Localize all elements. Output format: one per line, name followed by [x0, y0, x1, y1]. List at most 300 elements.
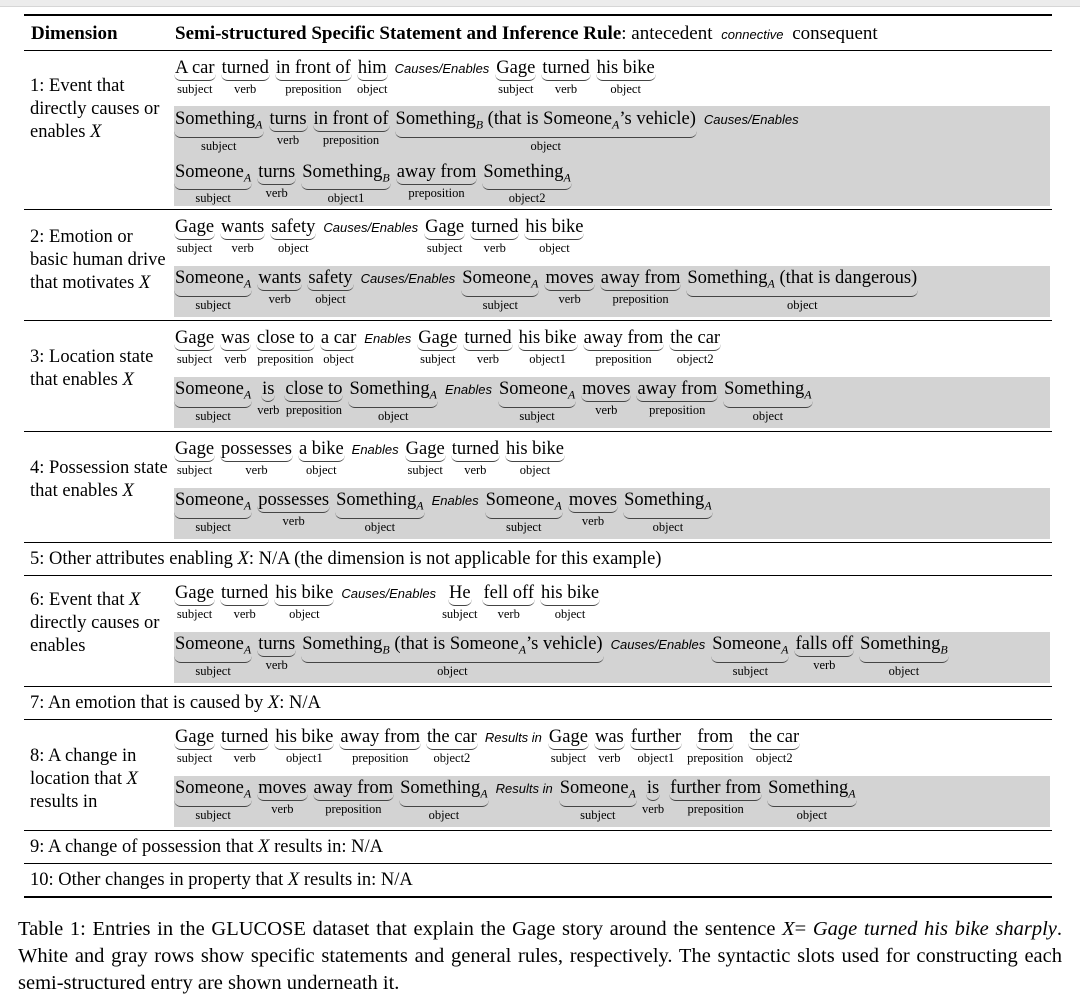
slot-role-label: object: [315, 292, 346, 306]
slot: [174, 378, 252, 423]
slot-words: turned: [463, 327, 512, 351]
slot: [174, 57, 216, 96]
header-antecedent: antecedent: [631, 23, 713, 44]
slot-words: turns: [257, 633, 296, 657]
slot-words: possesses: [220, 438, 293, 462]
slot-words: Something$_A$: [723, 378, 813, 408]
dimension-label: 9: A change of possession that X results in: N/A: [30, 837, 384, 857]
slot: [482, 582, 535, 621]
slot-role-label: subject: [176, 352, 213, 366]
slot-role-label: verb: [813, 658, 836, 672]
slot-role-label: object1: [285, 751, 323, 765]
slot-subscript: A: [804, 387, 812, 402]
slot: [220, 216, 265, 255]
slot-subscript: A: [848, 786, 856, 801]
slot-role-label: object: [554, 607, 586, 621]
slot-role-label: object2: [676, 352, 714, 366]
slot-words: in front of: [313, 108, 390, 132]
slot: [748, 726, 800, 765]
slot: [269, 108, 308, 147]
slot-words: away from: [396, 161, 478, 185]
slot-role-label: object: [787, 297, 818, 312]
slot-subscript: B: [475, 117, 484, 132]
slot-role-label: preposition: [649, 403, 706, 417]
general-rule: [174, 106, 1050, 206]
slot: [559, 777, 637, 822]
slot: [174, 161, 252, 206]
general-rule: [174, 488, 1050, 539]
slot: [451, 438, 500, 477]
general-rule: [174, 266, 1050, 317]
slot: [485, 489, 563, 534]
slot-role-label: subject: [177, 82, 213, 96]
specific-statement: [174, 57, 1050, 96]
slot-role-label: verb: [581, 514, 605, 528]
connective-word: Causes/Enables: [394, 61, 490, 76]
slot-words: was: [594, 726, 625, 750]
dimension-label: 7: An emotion that is caused by X: N/A: [30, 693, 321, 713]
slot-words: safety: [270, 216, 316, 240]
header-main: [175, 23, 878, 45]
slot: [544, 267, 594, 306]
slot: [636, 378, 718, 417]
slot-role-label: object: [888, 663, 920, 678]
slot-role-label: verb: [497, 607, 520, 621]
connective-word: Causes/Enables: [703, 112, 799, 127]
slot-words: Gage: [174, 438, 215, 462]
slot-words: further from: [669, 777, 762, 801]
slot-words: his bike: [596, 57, 656, 81]
header-main-bold: Semi-structured Specific Statement and Inference Rule: [175, 23, 622, 44]
header-colon: :: [621, 23, 627, 44]
slot: [568, 489, 618, 528]
slot-role-label: verb: [598, 751, 621, 765]
slot-subscript: A: [243, 387, 252, 402]
slot-words: turns: [269, 108, 308, 132]
slot: [313, 777, 395, 816]
table-bottom-rule: [24, 896, 1052, 898]
slot: [275, 57, 352, 96]
slot: [357, 57, 388, 96]
slot-role-label: verb: [233, 751, 256, 765]
slot-words: Something$_A$: [767, 777, 857, 807]
specific-statement: [174, 327, 1050, 366]
slot-words: Gage: [424, 216, 465, 240]
slot-role-label: verb: [265, 185, 288, 200]
slot: [686, 267, 918, 312]
slot: [348, 378, 438, 423]
slot-words: fell off: [482, 582, 535, 606]
slot-role-label: object: [377, 408, 409, 423]
slot-role-label: object1: [637, 751, 675, 765]
slot-role-label: object: [306, 463, 337, 477]
table-caption: Table 1: Entries in the GLUCOSE dataset that explain the Gage story around the sentence X= Gage turned his bike sharply. White and gray rows show specific statements and general rules, respectively. The syntactic slots used for constructing each semi-structured entry are shown underneath it.: [18, 918, 1062, 994]
sentence-line: [174, 582, 1050, 621]
slot-words: away from: [313, 777, 395, 801]
slot: [495, 57, 536, 96]
slot-role-label: verb: [271, 802, 294, 816]
slot: [596, 57, 656, 96]
slot-subscript: A: [429, 387, 437, 402]
specific-statement: [174, 726, 1050, 765]
slot-words: Someone$_A$: [461, 267, 539, 297]
slot: [470, 216, 519, 255]
slot-role-label: object1: [327, 191, 365, 206]
slot-words: Someone$_A$: [174, 267, 252, 297]
slot-role-label: subject: [195, 408, 231, 423]
slot-words: Something$_B$: [859, 633, 949, 663]
slot-role-label: object: [539, 241, 570, 255]
slot-role-label: subject: [195, 191, 231, 206]
slot: [642, 777, 664, 816]
slot-role-label: verb: [245, 463, 268, 477]
slot: [426, 726, 478, 765]
slot-role-label: subject: [201, 138, 237, 153]
sentence-line: [174, 327, 1050, 366]
connective-word: Enables: [364, 331, 412, 346]
sentence-line: [174, 726, 1050, 765]
slot-words: moves: [544, 267, 594, 291]
slot-role-label: subject: [195, 807, 231, 822]
slot-subscript: A: [518, 642, 527, 657]
slot: [313, 108, 390, 147]
slot-words: Something$_A$ (that is dangerous): [686, 267, 918, 297]
table-row: [24, 432, 1052, 542]
table-row: [24, 720, 1052, 830]
slot-subscript: A: [628, 786, 636, 801]
slot-words: moves: [581, 378, 631, 402]
slot-words: Something$_A$: [623, 489, 713, 519]
connective-word: Results in: [484, 730, 542, 745]
slot-words: moves: [568, 489, 618, 513]
slot-subscript: A: [781, 642, 789, 657]
slot-words: falls off: [794, 633, 854, 657]
header-dimension: Dimension: [31, 23, 118, 44]
slot-role-label: subject: [176, 607, 213, 621]
table-row: [24, 210, 1052, 320]
slot-role-label: verb: [476, 352, 500, 366]
sentence-line: [174, 216, 1050, 255]
slot-role-label: object: [278, 241, 309, 255]
slot-words: Someone$_A$: [174, 161, 252, 191]
slot-words: Gage: [174, 582, 215, 606]
slot-role-label: subject: [407, 463, 443, 477]
slot-words: his bike: [540, 582, 600, 606]
slot-role-label: subject: [195, 663, 231, 678]
slot: [174, 633, 252, 678]
slot-role-label: subject: [195, 519, 231, 534]
slot-role-label: verb: [558, 292, 581, 306]
slot-words: is: [261, 378, 275, 402]
slot-words: Someone$_A$: [485, 489, 563, 519]
slot: [257, 378, 279, 417]
slot-words: his bike: [505, 438, 565, 462]
slot-role-label: object: [428, 807, 460, 822]
connective-word: Causes/Enables: [610, 637, 706, 652]
slot-words: turned: [221, 57, 270, 81]
slot-subscript: A: [767, 276, 775, 291]
slot: [518, 327, 578, 366]
dimension-label: 3: Location state that enables X: [30, 347, 154, 390]
slot-words: away from: [339, 726, 421, 750]
slot-subscript: A: [416, 498, 424, 513]
slot: [257, 489, 330, 528]
slot-role-label: object: [652, 519, 684, 534]
slot-subscript: B: [382, 170, 390, 185]
slot-subscript: A: [243, 786, 252, 801]
slot-words: safety: [307, 267, 353, 291]
connective-word: Enables: [431, 493, 479, 508]
sentence-line: [174, 57, 1050, 96]
slot: [594, 726, 625, 765]
slot-words: He: [448, 582, 472, 606]
slot: [859, 633, 949, 678]
slot: [583, 327, 665, 366]
slot-role-label: verb: [464, 463, 487, 477]
dimension-label: 1: Event that directly causes or enables X: [30, 76, 160, 142]
slot-words: away from: [636, 378, 718, 402]
slot-role-label: object2: [508, 191, 546, 206]
sentence-line: [174, 108, 1050, 153]
dimension-label: 10: Other changes in property that X results in: N/A: [30, 870, 413, 890]
slot: [505, 438, 565, 477]
general-rule: [174, 377, 1050, 428]
slot-subscript: B: [382, 642, 390, 657]
slot-role-label: object2: [433, 751, 471, 765]
sentence-line: [174, 777, 1050, 822]
slot-subscript: A: [243, 170, 252, 185]
slot: [174, 438, 215, 477]
sentence-line: [174, 438, 1050, 477]
slot-role-label: verb: [234, 82, 257, 96]
slot-words: moves: [257, 777, 307, 801]
slot: [256, 327, 315, 366]
slot: [669, 777, 762, 816]
slot: [335, 489, 425, 534]
slot-words: possesses: [257, 489, 330, 513]
slot-words: Someone$_A$: [559, 777, 637, 807]
slot-role-label: verb: [268, 292, 291, 306]
slot: [424, 216, 465, 255]
slot-role-label: object: [356, 82, 388, 96]
sentence-line: [174, 633, 1050, 678]
slot-words: Gage: [174, 327, 215, 351]
slot-role-label: subject: [176, 751, 213, 765]
slot-words: further: [630, 726, 682, 750]
slot: [711, 633, 789, 678]
slot: [307, 267, 353, 306]
slot-words: a car: [320, 327, 357, 351]
slot-words: the car: [426, 726, 478, 750]
slot-subscript: A: [243, 498, 252, 513]
slot: [723, 378, 813, 423]
slot-role-label: object2: [755, 751, 793, 765]
slot-words: Someone$_A$: [498, 378, 576, 408]
slot-role-label: preposition: [325, 802, 382, 816]
general-rule: [174, 776, 1050, 827]
slot-role-label: object: [289, 607, 320, 621]
slot-role-label: verb: [276, 133, 300, 147]
table-row-na: [24, 543, 1052, 575]
table-row-na: [24, 831, 1052, 863]
slot: [284, 378, 343, 417]
connective-word: Results in: [495, 781, 553, 796]
slot-role-label: verb: [282, 514, 305, 528]
slot-words: Something$_A$: [348, 378, 438, 408]
slot-words: Someone$_A$: [174, 489, 252, 519]
slot-role-label: object: [519, 463, 551, 477]
sentence-line: [174, 378, 1050, 423]
slot-role-label: subject: [426, 241, 463, 255]
header-connective: connective: [721, 27, 784, 42]
slot-role-label: preposition: [408, 185, 465, 200]
glucose-table: [24, 14, 1052, 898]
table-row: [24, 576, 1052, 686]
slot-words: turns: [257, 161, 296, 185]
slot-words: turned: [220, 582, 269, 606]
slot: [298, 438, 345, 477]
slot: [174, 267, 252, 312]
slot: [623, 489, 713, 534]
slot-words: from: [696, 726, 734, 750]
slot-words: turned: [220, 726, 269, 750]
slot-role-label: object: [530, 138, 561, 153]
slot: [270, 216, 316, 255]
slot-words: Something$_B$ (that is Someone$_A$’s vehicle): [395, 108, 697, 138]
slot: [794, 633, 854, 672]
slot: [220, 582, 269, 621]
slot: [687, 726, 743, 765]
slot-role-label: verb: [265, 658, 288, 672]
slot-words: his bike: [274, 582, 334, 606]
slot-words: Something$_A$: [482, 161, 572, 191]
slot-subscript: A: [704, 498, 712, 513]
slot: [174, 327, 215, 366]
slot-words: turned: [470, 216, 519, 240]
slot: [405, 438, 446, 477]
slot-role-label: verb: [233, 607, 256, 621]
slot: [320, 327, 357, 366]
slot: [630, 726, 682, 765]
slot: [461, 267, 539, 312]
slot-words: Someone$_A$: [711, 633, 789, 663]
slot: [274, 726, 334, 765]
slot-subscript: A: [243, 276, 252, 291]
slot: [257, 777, 307, 816]
slot: [174, 582, 215, 621]
slot-words: away from: [583, 327, 665, 351]
connective-word: Enables: [444, 382, 492, 397]
slot-role-label: subject: [498, 82, 534, 96]
slot: [220, 327, 251, 366]
slot-words: turned: [541, 57, 590, 81]
connective-word: Causes/Enables: [341, 586, 437, 601]
slot-words: Someone$_A$: [174, 633, 252, 663]
sentence-line: [174, 161, 1050, 206]
slot-words: his bike: [274, 726, 334, 750]
slot-words: wants: [257, 267, 302, 291]
specific-statement: [174, 216, 1050, 255]
sentence-line: [174, 489, 1050, 534]
slot-words: Something$_A$: [399, 777, 489, 807]
slot: [540, 582, 600, 621]
slot-subscript: A: [554, 498, 562, 513]
slot: [524, 216, 584, 255]
slot-role-label: verb: [231, 241, 254, 255]
slot-words: Someone$_A$: [174, 777, 252, 807]
slot-role-label: subject: [506, 519, 542, 534]
slot-role-label: subject: [519, 408, 555, 423]
slot-words: is: [646, 777, 660, 801]
slot: [257, 633, 296, 672]
table-row-na: [24, 864, 1052, 896]
slot: [301, 633, 603, 678]
slot-words: turned: [451, 438, 500, 462]
slot-words: Gage: [405, 438, 446, 462]
slot: [482, 161, 572, 206]
slot-subscript: A: [531, 276, 539, 291]
top-border: [0, 0, 1080, 7]
slot: [174, 108, 264, 153]
slot-role-label: verb: [483, 241, 506, 255]
slot-words: Gage: [495, 57, 536, 81]
slot: [463, 327, 512, 366]
slot-words: the car: [748, 726, 800, 750]
slot-words: his bike: [518, 327, 578, 351]
slot-role-label: subject: [732, 663, 769, 678]
slot-role-label: subject: [482, 297, 519, 312]
slot: [417, 327, 458, 366]
slot-words: close to: [284, 378, 343, 402]
slot: [541, 57, 590, 96]
slot-role-label: verb: [554, 82, 578, 96]
slot: [442, 582, 477, 621]
slot-role-label: subject: [176, 241, 213, 255]
slot-role-label: preposition: [687, 751, 744, 765]
table-header: [24, 16, 1052, 50]
slot-role-label: object1: [529, 352, 567, 366]
slot: [221, 57, 270, 96]
slot-role-label: preposition: [285, 82, 342, 96]
table-row-na: [24, 687, 1052, 719]
slot-role-label: subject: [442, 607, 478, 621]
slot-role-label: preposition: [595, 352, 652, 366]
slot: [600, 267, 682, 306]
slot-role-label: preposition: [687, 802, 744, 816]
slot: [174, 489, 252, 534]
dimension-label: 6: Event that X directly causes or enables: [30, 590, 160, 656]
connective-word: Causes/Enables: [360, 271, 456, 286]
slot-subscript: A: [612, 117, 620, 132]
slot-words: Something$_B$: [301, 161, 391, 191]
header-consequent: consequent: [792, 23, 878, 44]
slot: [220, 438, 293, 477]
slot: [174, 726, 215, 765]
slot-role-label: subject: [550, 751, 587, 765]
slot-role-label: object: [437, 663, 468, 678]
slot-words: Something$_B$ (that is Someone$_A$’s vehicle): [301, 633, 603, 663]
slot-role-label: object: [323, 352, 354, 366]
slot-role-label: subject: [580, 807, 616, 822]
slot-role-label: verb: [641, 802, 665, 816]
specific-statement: [174, 438, 1050, 477]
slot-subscript: A: [480, 786, 488, 801]
slot: [669, 327, 721, 366]
connective-word: Enables: [351, 442, 399, 457]
slot: [274, 582, 334, 621]
slot-words: Gage: [548, 726, 589, 750]
slot-role-label: preposition: [257, 352, 314, 366]
